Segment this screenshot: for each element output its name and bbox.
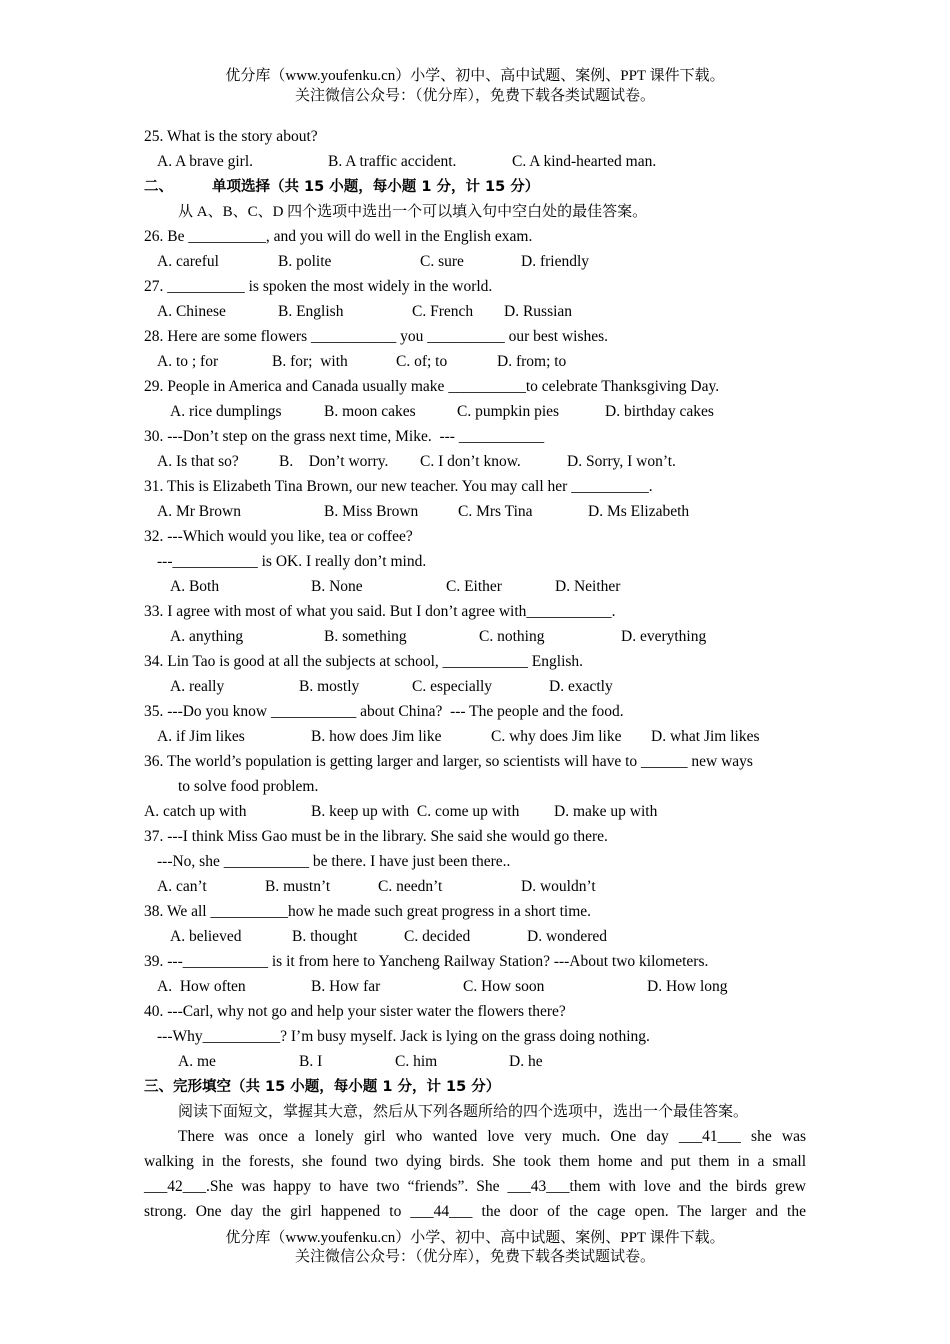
q31-option-c: C. Mrs Tina [458, 503, 533, 520]
q35-option-d: D. what Jim likes [651, 728, 760, 745]
q36-option-b-c: B. keep up with C. come up with [311, 803, 520, 820]
q32-option-d: D. Neither [555, 578, 621, 595]
header-line-2: 关注微信公众号：（优分库），免费下载各类试题试卷。 [294, 88, 655, 104]
q34-option-d: D. exactly [549, 678, 613, 695]
q39-option-c: C. How soon [463, 978, 545, 995]
q29-option-b: B. moon cakes [324, 403, 416, 420]
q37-option-a: A. can’t [157, 878, 207, 895]
q25-option-a: A. A brave girl. [157, 153, 253, 170]
q33-option-d: D. everything [621, 628, 707, 645]
q28-option-b: B. for; with [272, 353, 348, 370]
q33-option-b: B. something [324, 628, 407, 645]
q28-option-d: D. from; to [497, 353, 567, 370]
q27-option-b: B. English [278, 303, 344, 320]
section-3-instruction: 阅读下面短文，掌握其大意，然后从下列各题所给的四个选项中，选出一个最佳答案。 [178, 1104, 749, 1120]
passage-line-2: walking in the forests, she found two dying birds. She took them home and put them in a small [144, 1153, 806, 1170]
question-29-stem: 29. People in America and Canada usually make __________to celebrate Thanksgiving Day. [144, 378, 720, 395]
question-33-stem: 33. I agree with most of what you said. But I don’t agree with___________. [144, 603, 616, 620]
question-37-reply: ---No, she ___________ be there. I have just been there.. [157, 853, 511, 870]
q34-option-a: A. really [170, 678, 225, 695]
q34-option-c: C. especially [412, 678, 493, 695]
q38-option-d: D. wondered [527, 928, 608, 945]
q35-option-a: A. if Jim likes [157, 728, 245, 745]
question-40-stem: 40. ---Carl, why not go and help your sister water the flowers there? [144, 1003, 566, 1020]
section-2-title: 单项选择（共 15 小题，每小题 1 分，计 15 分） [212, 179, 540, 195]
q35-option-c: C. why does Jim like [491, 728, 622, 745]
q30-option-a: A. Is that so? [157, 453, 239, 470]
q28-option-a: A. to ; for [157, 353, 219, 370]
q31-option-d: D. Ms Elizabeth [588, 503, 690, 520]
q39-option-a: A. How often [157, 978, 246, 995]
q26-option-b: B. polite [278, 253, 332, 270]
q32-option-c: C. Either [446, 578, 502, 595]
question-32-reply: ---___________ is OK. I really don’t mind. [157, 553, 427, 570]
q25-option-c: C. A kind-hearted man. [512, 153, 657, 170]
q39-option-b: B. How far [311, 978, 381, 995]
q26-option-c: C. sure [420, 253, 464, 270]
q29-option-a: A. rice dumplings [170, 403, 282, 420]
q28-option-c: C. of; to [396, 353, 448, 370]
q34-option-b: B. mostly [299, 678, 360, 695]
q37-option-c: C. needn’t [378, 878, 443, 895]
q30-option-c: C. I don’t know. [420, 453, 521, 470]
q37-option-d: D. wouldn’t [521, 878, 596, 895]
passage-line-4: strong. One day the girl happened to ___44___ the door of the cage open. The larger and the [144, 1203, 806, 1220]
q29-option-c: C. pumpkin pies [457, 403, 560, 420]
q29-option-d: D. birthday cakes [605, 403, 714, 420]
question-36-stem-continued: to solve food problem. [178, 778, 319, 795]
q40-option-a: A. me [178, 1053, 216, 1070]
question-37-stem: 37. ---I think Miss Gao must be in the library. She said she would go there. [144, 828, 608, 845]
question-32-stem: 32. ---Which would you like, tea or coffee? [144, 528, 413, 545]
question-35-stem: 35. ---Do you know ___________ about China? --- The people and the food. [144, 703, 624, 720]
question-39-stem: 39. ---___________ is it from here to Yancheng Railway Station? ---About two kilometers. [144, 953, 709, 970]
q38-option-c: C. decided [404, 928, 471, 945]
passage-line-1: There was once a lonely girl who wanted love very much. One day ___41___ she was [178, 1128, 806, 1145]
section-2-instruction: 从 A、B、C、D 四个选项中选出一个可以填入句中空白处的最佳答案。 [178, 204, 648, 220]
header-line-1: 优分库（www.youfenku.cn）小学、初中、高中试题、案例、PPT 课件下载。 [225, 68, 725, 84]
q33-option-a: A. anything [170, 628, 244, 645]
passage-line-3: ___42___.She was happy to have two “friends”. She ___43___them with love and the birds grew [144, 1178, 806, 1195]
question-31-stem: 31. This is Elizabeth Tina Brown, our new teacher. You may call her __________. [144, 478, 653, 495]
q33-option-c: C. nothing [479, 628, 545, 645]
q27-option-d: D. Russian [504, 303, 573, 320]
q35-option-b: B. how does Jim like [311, 728, 442, 745]
question-40-reply: ---Why__________? I’m busy myself. Jack is lying on the grass doing nothing. [157, 1028, 650, 1045]
footer-line-2: 关注微信公众号：（优分库），免费下载各类试题试卷。 [294, 1249, 655, 1265]
q25-option-b: B. A traffic accident. [328, 153, 457, 170]
q30-option-b: B. Don’t worry. [279, 453, 389, 470]
section-3-title: 三、完形填空（共 15 小题，每小题 1 分，计 15 分） [144, 1079, 501, 1095]
question-26-stem: 26. Be __________, and you will do well in the English exam. [144, 228, 533, 245]
q36-option-a: A. catch up with [144, 803, 247, 820]
q38-option-a: A. believed [170, 928, 242, 945]
question-27-stem: 27. __________ is spoken the most widely in the world. [144, 278, 493, 295]
q32-option-a: A. Both [170, 578, 220, 595]
q36-option-d: D. make up with [554, 803, 658, 820]
question-36-stem: 36. The world’s population is getting larger and larger, so scientists will have to ______ new ways [144, 753, 753, 770]
q40-option-b: B. I [299, 1053, 323, 1070]
q32-option-b: B. None [311, 578, 363, 595]
question-38-stem: 38. We all __________how he made such great progress in a short time. [144, 903, 592, 920]
q27-option-c: C. French [412, 303, 474, 320]
question-25-stem: 25. What is the story about? [144, 128, 318, 145]
q37-option-b: B. mustn’t [265, 878, 331, 895]
question-34-stem: 34. Lin Tao is good at all the subjects at school, ___________ English. [144, 653, 584, 670]
q26-option-d: D. friendly [521, 253, 590, 270]
q31-option-b: B. Miss Brown [324, 503, 419, 520]
q26-option-a: A. careful [157, 253, 219, 270]
question-30-stem: 30. ---Don’t step on the grass next time, Mike. --- ___________ [144, 428, 545, 445]
q40-option-d: D. he [509, 1053, 543, 1070]
q31-option-a: A. Mr Brown [157, 503, 241, 520]
q40-option-c: C. him [395, 1053, 438, 1070]
q27-option-a: A. Chinese [157, 303, 226, 320]
q39-option-d: D. How long [647, 978, 728, 995]
section-2-number: 二、 [144, 179, 173, 195]
q30-option-d: D. Sorry, I won’t. [567, 453, 676, 470]
footer-line-1: 优分库（www.youfenku.cn）小学、初中、高中试题、案例、PPT 课件下载。 [225, 1230, 725, 1246]
q38-option-b: B. thought [292, 928, 358, 945]
question-28-stem: 28. Here are some flowers ___________ you __________ our best wishes. [144, 328, 609, 345]
